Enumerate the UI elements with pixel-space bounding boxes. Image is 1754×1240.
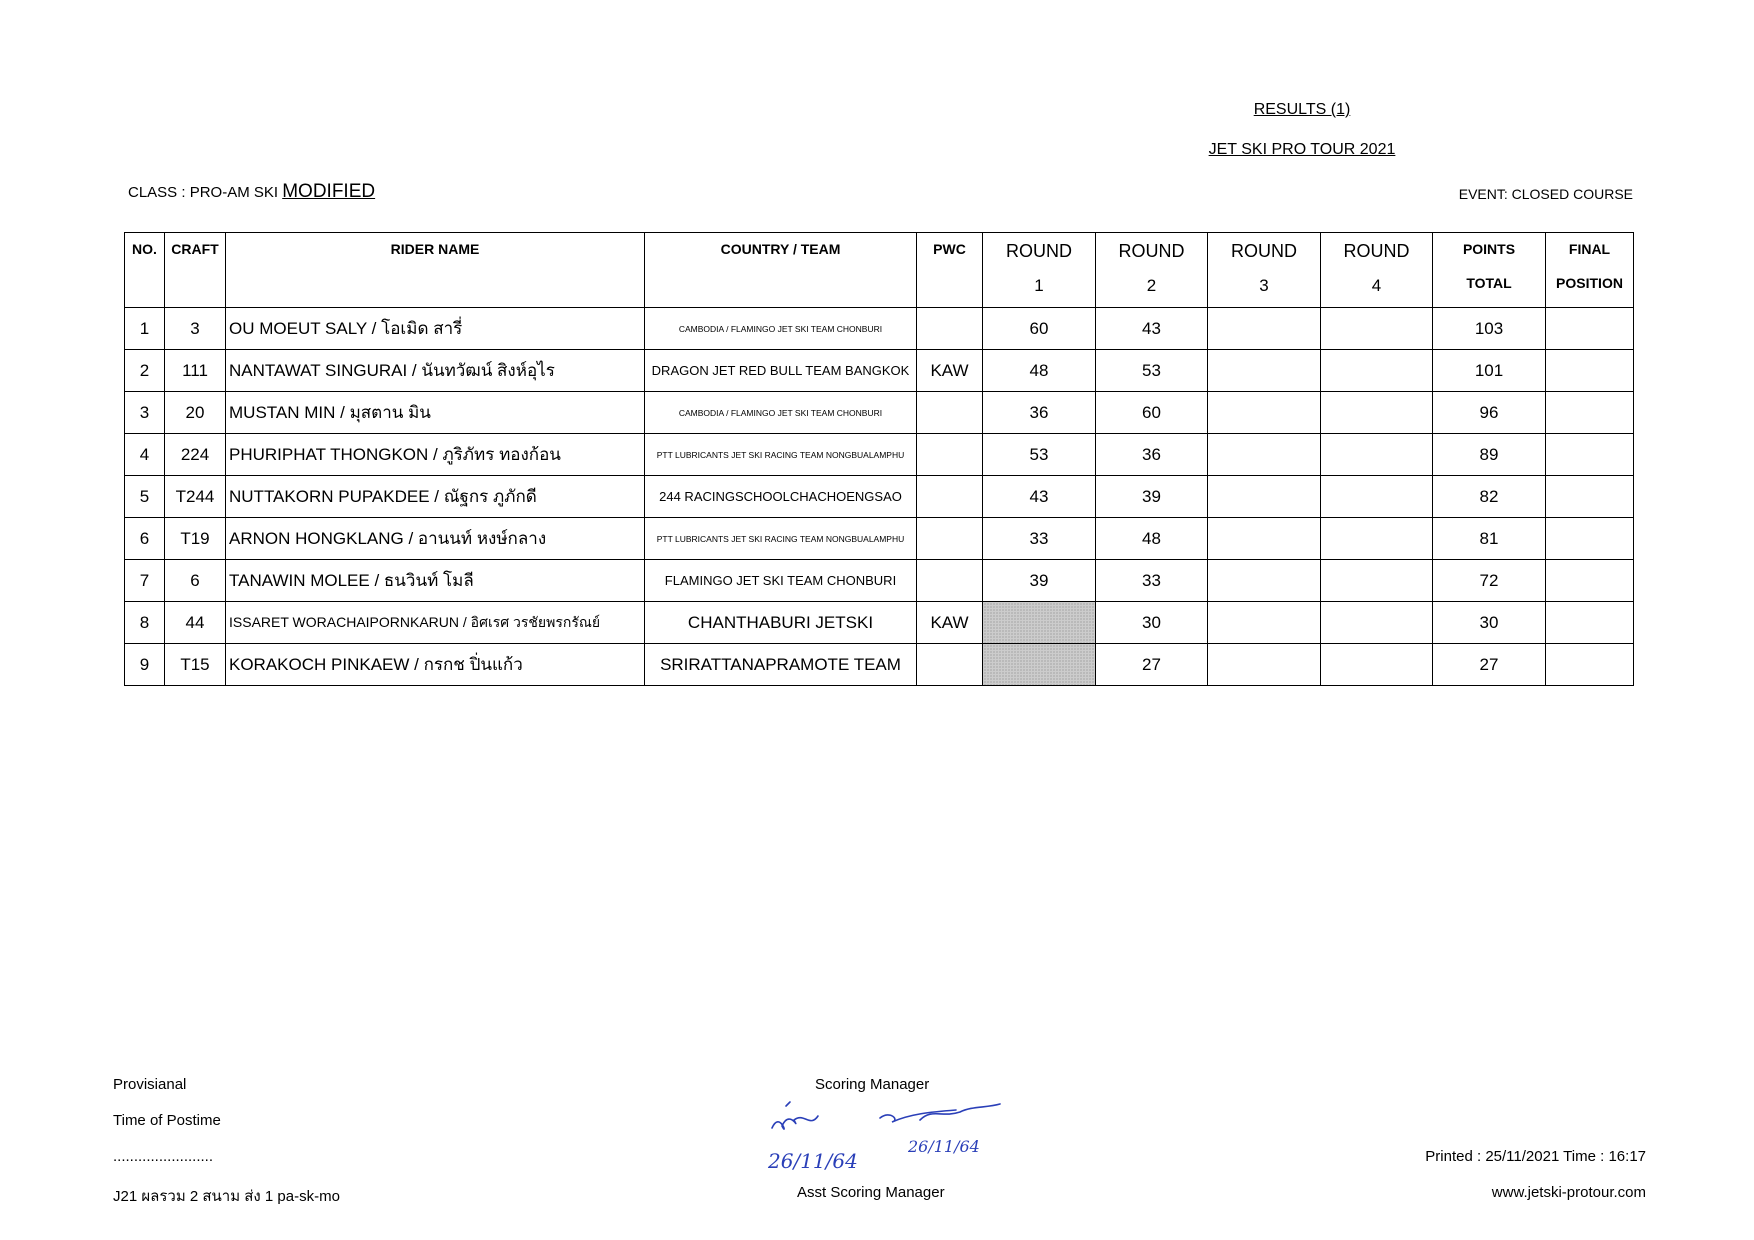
- cell-craft: T15: [165, 644, 226, 686]
- cell-r2: 30: [1096, 602, 1208, 644]
- table-row: [125, 518, 1634, 560]
- asst-scoring-manager-label: Asst Scoring Manager: [797, 1184, 945, 1201]
- cell-r3: [1208, 308, 1321, 350]
- cell-total: 103: [1433, 308, 1546, 350]
- cell-rider: NANTAWAT SINGURAI / นันทวัฒน์ สิงห์อุไร: [226, 350, 645, 392]
- cell-craft: 44: [165, 602, 226, 644]
- cell-rider: ARNON HONGKLANG / อานนท์ หงษ์กลาง: [226, 518, 645, 560]
- cell-rider: OU MOEUT SALY / โอเมิด สารี่: [226, 308, 645, 350]
- cell-r4: [1321, 560, 1433, 602]
- cell-team: 244 RACINGSCHOOLCHACHOENGSAO: [645, 476, 917, 518]
- event-label: EVENT: CLOSED COURSE: [1458, 186, 1633, 202]
- cell-pwc: [917, 392, 983, 434]
- cell-rider: NUTTAKORN PUPAKDEE / ณัฐกร ภูภักดี: [226, 476, 645, 518]
- cell-no: 7: [125, 560, 165, 602]
- cell-no: 4: [125, 434, 165, 476]
- cell-total: 96: [1433, 392, 1546, 434]
- results-table: [124, 232, 1634, 686]
- cell-pwc: [917, 434, 983, 476]
- col-team: COUNTRY / TEAM: [645, 233, 917, 308]
- table-row: [125, 476, 1634, 518]
- cell-rider: PHURIPHAT THONGKON / ภูริภัทร ทองก้อน: [226, 434, 645, 476]
- handwritten-signatures: [760, 1098, 1020, 1178]
- col-pwc: PWC: [917, 233, 983, 308]
- cell-r4: [1321, 518, 1433, 560]
- cell-craft: 6: [165, 560, 226, 602]
- cell-r3: [1208, 476, 1321, 518]
- cell-r2: 36: [1096, 434, 1208, 476]
- cell-r2: 39: [1096, 476, 1208, 518]
- cell-r1: [983, 602, 1096, 644]
- cell-r1: 53: [983, 434, 1096, 476]
- cell-craft: 3: [165, 308, 226, 350]
- cell-pwc: [917, 476, 983, 518]
- cell-r2: 53: [1096, 350, 1208, 392]
- class-value: MODIFIED: [282, 181, 376, 202]
- tour-title: [425, 141, 1754, 159]
- cell-team: CAMBODIA / FLAMINGO JET SKI TEAM CHONBURI: [645, 392, 917, 434]
- cell-team: DRAGON JET RED BULL TEAM BANGKOK: [645, 350, 917, 392]
- cell-no: 1: [125, 308, 165, 350]
- cell-total: 81: [1433, 518, 1546, 560]
- cell-craft: 111: [165, 350, 226, 392]
- col-no: NO.: [125, 233, 165, 308]
- table-row: [125, 602, 1634, 644]
- cell-team: SRIRATTANAPRAMOTE TEAM: [645, 644, 917, 686]
- cell-no: 9: [125, 644, 165, 686]
- cell-final: [1546, 308, 1634, 350]
- cell-r2: 48: [1096, 518, 1208, 560]
- printed-timestamp: Printed : 25/11/2021 Time : 16:17: [1425, 1148, 1646, 1165]
- cell-no: 6: [125, 518, 165, 560]
- col-round-1: ROUND 1: [983, 233, 1096, 308]
- cell-total: 30: [1433, 602, 1546, 644]
- cell-final: [1546, 602, 1634, 644]
- document-code: J21 ผลรวม 2 สนาม ส่ง 1 pa-sk-mo: [113, 1188, 340, 1205]
- cell-team: PTT LUBRICANTS JET SKI RACING TEAM NONGBUALAMPHU: [645, 434, 917, 476]
- signature-2: [880, 1104, 1000, 1122]
- signature-1: [772, 1102, 818, 1129]
- cell-pwc: KAW: [917, 350, 983, 392]
- cell-final: [1546, 644, 1634, 686]
- cell-pwc: [917, 518, 983, 560]
- cell-total: 101: [1433, 350, 1546, 392]
- class-label: CLASS : PRO-AM SKI: [128, 184, 283, 201]
- col-round-4: ROUND 4: [1321, 233, 1433, 308]
- cell-total: 27: [1433, 644, 1546, 686]
- cell-pwc: KAW: [917, 602, 983, 644]
- cell-team: FLAMINGO JET SKI TEAM CHONBURI: [645, 560, 917, 602]
- cell-r3: [1208, 392, 1321, 434]
- cell-r3: [1208, 434, 1321, 476]
- table-row: [125, 392, 1634, 434]
- cell-pwc: [917, 644, 983, 686]
- table-row: [125, 560, 1634, 602]
- cell-no: 5: [125, 476, 165, 518]
- col-final-position: FINAL POSITION: [1546, 233, 1634, 308]
- cell-no: 8: [125, 602, 165, 644]
- table-row: [125, 434, 1634, 476]
- results-title-text: RESULTS (1): [1253, 101, 1351, 118]
- scoring-manager-label: Scoring Manager: [815, 1076, 930, 1093]
- results-title: [425, 101, 1754, 119]
- cell-r1: 39: [983, 560, 1096, 602]
- cell-pwc: [917, 308, 983, 350]
- cell-r4: [1321, 308, 1433, 350]
- cell-r1: 43: [983, 476, 1096, 518]
- cell-r2: 27: [1096, 644, 1208, 686]
- cell-rider: TANAWIN MOLEE / ธนวินท์ โมลี: [226, 560, 645, 602]
- cell-r2: 43: [1096, 308, 1208, 350]
- provisional-label: Provisianal: [113, 1076, 187, 1093]
- cell-r1: 36: [983, 392, 1096, 434]
- cell-r1: 60: [983, 308, 1096, 350]
- postime-dots: ........................: [113, 1148, 214, 1165]
- cell-craft: 224: [165, 434, 226, 476]
- col-craft: CRAFT: [165, 233, 226, 308]
- col-rider: RIDER NAME: [226, 233, 645, 308]
- class-line: [128, 181, 375, 203]
- cell-r4: [1321, 476, 1433, 518]
- cell-rider: ISSARET WORACHAIPORNKARUN / อิศเรศ วรชัยพรกรัณย์: [226, 602, 645, 644]
- signature-date-2: 26/11/64: [908, 1137, 980, 1156]
- cell-no: 3: [125, 392, 165, 434]
- cell-total: 89: [1433, 434, 1546, 476]
- cell-final: [1546, 560, 1634, 602]
- col-round-2: ROUND 2: [1096, 233, 1208, 308]
- time-of-postime-label: Time of Postime: [113, 1112, 221, 1129]
- cell-craft: T244: [165, 476, 226, 518]
- cell-total: 82: [1433, 476, 1546, 518]
- col-points-total: POINTS TOTAL: [1433, 233, 1546, 308]
- signature-date-1: 26/11/64: [768, 1149, 858, 1173]
- cell-r3: [1208, 350, 1321, 392]
- cell-team: PTT LUBRICANTS JET SKI RACING TEAM NONGBUALAMPHU: [645, 518, 917, 560]
- table-row: [125, 308, 1634, 350]
- tour-title-text: JET SKI PRO TOUR 2021: [1208, 141, 1396, 158]
- cell-rider: MUSTAN MIN / มุสตาน มิน: [226, 392, 645, 434]
- table-header-row: [125, 233, 1634, 308]
- cell-r4: [1321, 392, 1433, 434]
- col-round-3: ROUND 3: [1208, 233, 1321, 308]
- cell-r3: [1208, 560, 1321, 602]
- cell-no: 2: [125, 350, 165, 392]
- cell-r4: [1321, 602, 1433, 644]
- cell-r4: [1321, 644, 1433, 686]
- cell-final: [1546, 392, 1634, 434]
- cell-rider: KORAKOCH PINKAEW / กรกช ปิ่นแก้ว: [226, 644, 645, 686]
- cell-r3: [1208, 602, 1321, 644]
- cell-r1: [983, 644, 1096, 686]
- cell-r3: [1208, 644, 1321, 686]
- website-label: www.jetski-protour.com: [1491, 1184, 1646, 1201]
- cell-final: [1546, 476, 1634, 518]
- cell-craft: 20: [165, 392, 226, 434]
- cell-total: 72: [1433, 560, 1546, 602]
- cell-team: CAMBODIA / FLAMINGO JET SKI TEAM CHONBURI: [645, 308, 917, 350]
- cell-r4: [1321, 350, 1433, 392]
- cell-team: CHANTHABURI JETSKI: [645, 602, 917, 644]
- cell-final: [1546, 434, 1634, 476]
- cell-r1: 33: [983, 518, 1096, 560]
- cell-r4: [1321, 434, 1433, 476]
- cell-craft: T19: [165, 518, 226, 560]
- cell-r3: [1208, 518, 1321, 560]
- cell-pwc: [917, 560, 983, 602]
- cell-r2: 33: [1096, 560, 1208, 602]
- cell-r2: 60: [1096, 392, 1208, 434]
- cell-final: [1546, 518, 1634, 560]
- cell-r1: 48: [983, 350, 1096, 392]
- table-row: [125, 350, 1634, 392]
- cell-final: [1546, 350, 1634, 392]
- table-row: [125, 644, 1634, 686]
